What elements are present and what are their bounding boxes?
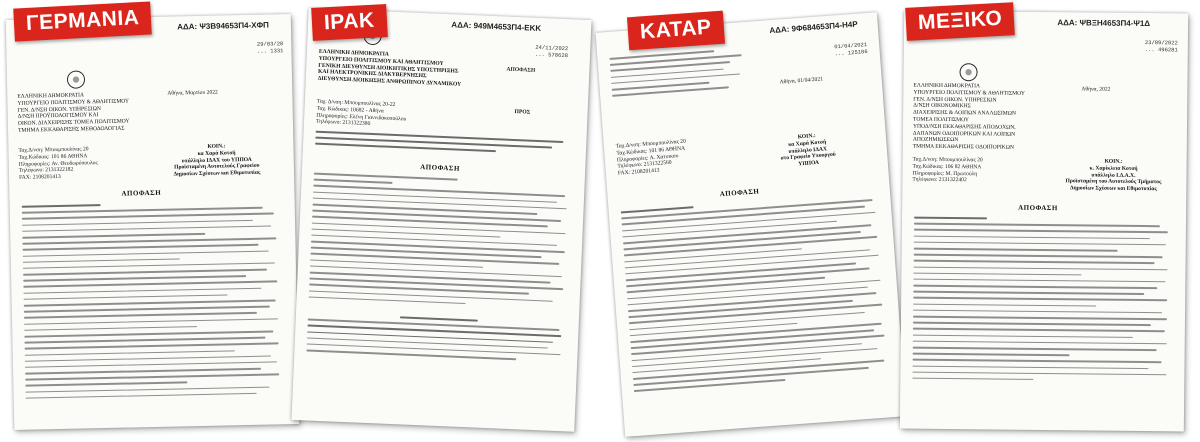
country-label-mexico: ΜΕΞΙΚΟ	[905, 2, 1015, 41]
document-title: ΑΠΟΦΑΣΗ	[121, 188, 162, 198]
date-line: Αθήνα, 2022	[1081, 86, 1111, 93]
ada-code: ΑΔΑ: Ψ3Β94653Π4-ΧΦΠ	[177, 20, 269, 32]
registry-stamp: 23/09/2022 ... 496281	[1144, 39, 1178, 54]
country-label-iraq: ΙΡΑΚ	[311, 4, 387, 41]
date-line: Αθήνα, Μαρτίου 2022	[167, 89, 218, 97]
document-iraq	[291, 8, 591, 431]
recipient-block: ΚΟΙΝ.: κ. Χαρίκλεια Κοτσή υπάλληλο Ι.Δ.Α.Χ. Προϊσταμένη του Αυτοτελούς Τμήματος Δημοσίων Σχέσεων και Εθιμοτυπίας	[1065, 158, 1162, 193]
document-title: ΑΠΟΦΑΣΗ	[420, 163, 461, 173]
registry-stamp: 01/04/2021 ... 125106	[833, 41, 868, 58]
address-block: Ταχ.Δ/νση: Μπουμπουλίνας 20 Ταχ.Κώδικας: 106 82 ΑΘΗΝΑ Πληροφορίες: Μ. Πρωτούλη Τηλέφωνο: 2131322402	[912, 156, 983, 184]
document-body	[306, 173, 575, 367]
ada-code: ΑΔΑ: 949Μ4653Π4-ΕΚΚ	[451, 20, 542, 33]
document-germany	[6, 14, 300, 430]
country-label-qatar: ΚΑΤΑΡ	[627, 11, 725, 51]
document-body	[22, 200, 288, 403]
address-block: Ταχ.Δ/νση: Μπουμπουλίνας 20 Ταχ.Κώδικας: 101 86 ΑΘΗΝΑ Πληροφορίες: Α. Χατσικου Τηλέφωνο: 2131322560 FAX: 2108201413	[615, 138, 687, 177]
country-label-germany: ΓΕΡΜΑΝΙΑ	[13, 1, 152, 41]
greek-emblem-icon	[959, 63, 977, 81]
ada-code: ΑΔΑ: ΨΒΞΗ4653Π4-Ψ1Δ	[1057, 18, 1151, 29]
ada-code: ΑΔΑ: 9Φ684653Π4-Η4Ρ	[769, 19, 858, 36]
issuer-header: ΕΛΛΗΝΙΚΗ ΔΗΜΟΚΡΑΤΙΑ ΥΠΟΥΡΓΕΙΟ ΠΟΛΙΤΙΣΜΟΥ ΚΑΙ ΑΘΛΗΤΙΣΜΟΥ ΓΕΝΙΚΗ ΔΙΕΥΘΥΝΣΗ ΔΙΟΙΚΗΤΙΚΗΣ ΥΠΟΣΤΗΡΙΞΗΣ ΚΑΙ ΗΛΕΚΤΡΟΝΙΚΗΣ ΔΙΑΚΥΒΕΡΝΗΣΗΣ ΔΙΕΥΘΥΝΣΗ ΔΙΟΙΚΗΣΗΣ ΑΝΘΡΩΠΙΝΟΥ ΔΥΝΑΜΙΚΟΥ	[317, 48, 462, 88]
document-title: ΑΠΟΦΑΣΗ	[1018, 203, 1058, 213]
document-body	[912, 217, 1176, 387]
document-qatar	[596, 12, 907, 437]
issuer-header: ΕΛΛΗΝΙΚΗ ΔΗΜΟΚΡΑΤΙΑ ΥΠΟΥΡΓΕΙΟ ΠΟΛΙΤΙΣΜΟΥ & ΑΘΛΗΤΙΣΜΟΥ ΓΕΝ. Δ/ΝΣΗ ΟΙΚΟΝ. ΥΠΗΡΕΣΙΩΝ Δ/ΝΣΗ ΠΡΟΫΠΟΛΟΓΙΣΜΟΥ ΚΑΙ ΟΙΚΟΝ. ΔΙΑΧΕΙΡΙΣΗΣ ΤΟΜΕΑ ΠΟΛΙΤΙΣΜΟΥ ΤΜΗΜΑ ΕΚΚΑΘΑΡΙΣΗΣ ΜΕΘΟΔΟΛΟΓΙΑΣ	[17, 92, 130, 134]
subject-block	[315, 131, 574, 160]
issuer-header: ΕΛΛΗΝΙΚΗ ΔΗΜΟΚΡΑΤΙΑ ΥΠΟΥΡΓΕΙΟ ΠΟΛΙΤΙΣΜΟΥ & ΑΘΛΗΤΙΣΜΟΥ ΓΕΝ. Δ/ΝΣΗ ΟΙΚΟΝ. ΥΠΗΡΕΣΙΩΝ Δ/ΝΣΗ ΟΙΚΟΝΟΜΙΚΗΣ ΔΙΑΧΕΙΡΙΣΗΣ & ΛΟΙΠΩΝ ΑΝΑΛΩΣΙΜΩΝ ΤΟΜΕΑ ΠΟΛΙΤΙΣΜΟΥ ΥΠΟΔ/ΝΣΗ ΕΚΚΑΘΑΡΙΣΗΣ ΑΠΟΔΟΧΩΝ, ΔΑΠΑΝΩΝ ΟΔΟΙΠΟΡΙΚΩΝ ΚΑΙ ΛΟΙΠΩΝ ΑΠΟΖΗΜΙΩΣΕΩΝ ΤΜΗΜΑ ΕΚΚΑΘΑΡΙΣΗΣ ΟΔΟΙΠΟΡΙΚΩΝ	[912, 82, 1025, 151]
date-line: ΑΠΟΦΑΣΗ	[506, 66, 536, 74]
recipient-block: ΠΡΟΣ	[514, 108, 531, 116]
document-mexico	[900, 11, 1188, 432]
document-title: ΑΠΟΦΑΣΗ	[719, 187, 760, 199]
issuer-header	[609, 47, 762, 101]
greek-emblem-icon	[67, 70, 85, 88]
registry-stamp: 29/03/20 ... 1331	[256, 40, 284, 55]
date-line: Αθήνα, 01/04/2021	[779, 76, 824, 86]
document-body	[621, 192, 896, 396]
address-block: Ταχ.Δ/νση: Μπουμπουλίνας 20 Ταχ.Κώδικας: 101 86 ΑΘΗΝΑ Πληροφορίες: Αν. Θεοδωρόπουλος Τηλέφωνο: 2131322182 FAX: 2108201413	[18, 146, 98, 181]
recipient-block: ΚΟΙΝ.: κα Χαρά Κοτσή υπάλληλο ΙΔΑΧ του ΥΠΠΟΑ Προϊσταμένη Αυτοτελούς Γραφείου Δημοσίων Σχέσεων και Εθιμοτυπίας	[173, 143, 261, 178]
recipient-block: ΚΟΙΝ.: κα Χαρά Κοτσή υπάλληλο ΙΔΑΧ στο Γραφείο Υπουργού ΥΠΠΟΑ	[780, 133, 836, 168]
address-block: Ταχ. Δ/νση: Μπουμπουλίνας 20-22 Ταχ. Κώδικας: 10682 - Αθήνα Πληροφορίες: Ελένη Γιαννιδακοπούλου Τηλέφωνο: 2131322380	[315, 98, 407, 128]
registry-stamp: 24/11/2022 ... 578628	[534, 43, 569, 60]
